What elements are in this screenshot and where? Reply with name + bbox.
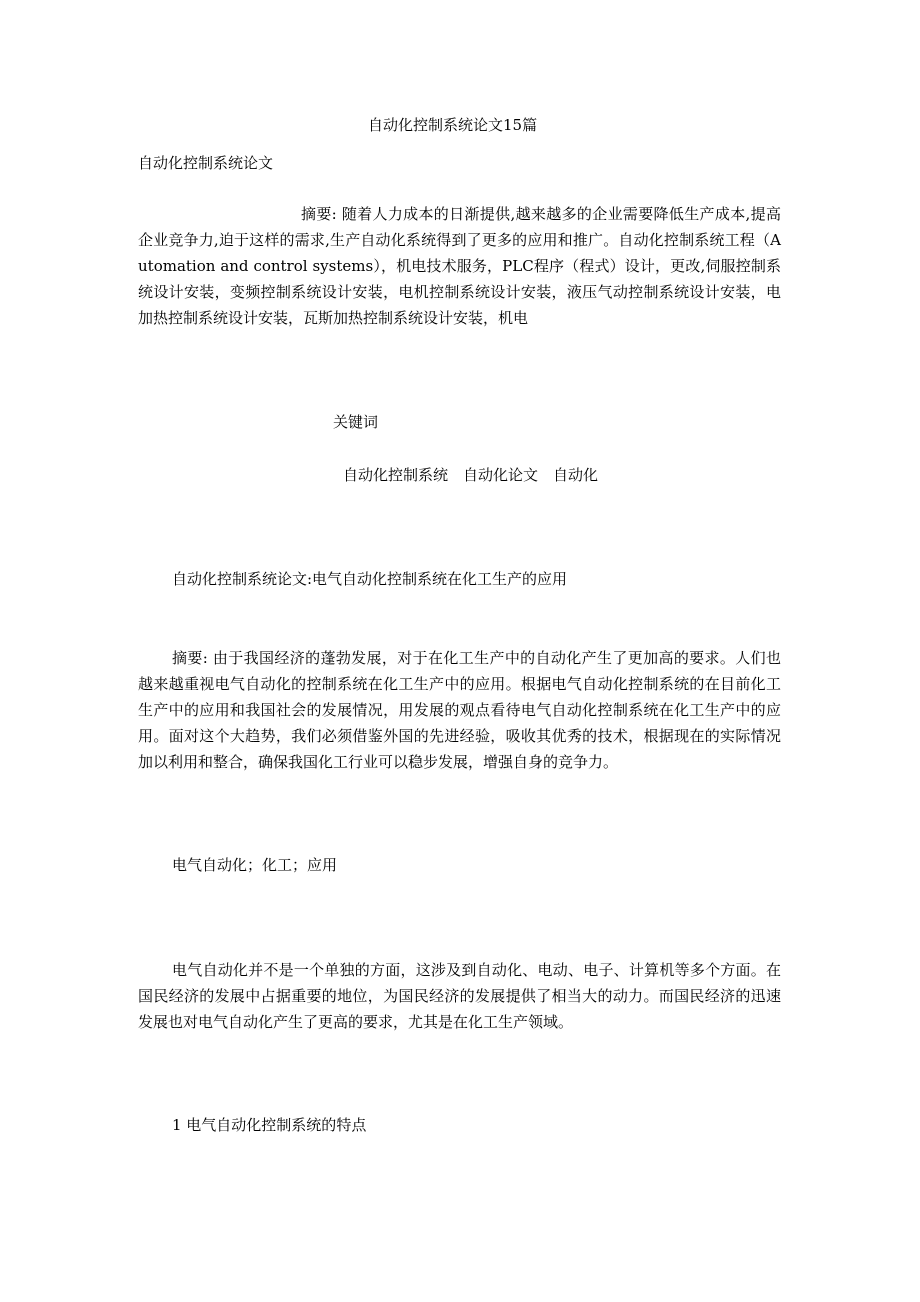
keywords-label: 关键词 (333, 413, 379, 431)
section-heading: 自动化控制系统论文 (138, 154, 274, 172)
keywords-2: 电气自动化；化工；应用 (172, 856, 338, 874)
keywords-line: 自动化控制系统 自动化论文 自动化 (343, 466, 599, 484)
abstract-paragraph-2: 摘要: 由于我国经济的蓬勃发展，对于在化工生产中的自动化产生了更加高的要求。人们也越来越重视电气自动化的控制系统在化工生产中的应用。根据电气自动化控制系统的在目前化工生产中的应用和我国社会的发展情况，用发展的观点看待电气自动化控制系统在化工生产中的应用。面对这个大趋势，我们必须借鉴外国的先进经验，吸收其优秀的技术，根据现在的实际情况加以利用和整合，确保我国化工行业可以稳步发展，增强自身的竞争力。 (138, 649, 781, 771)
section-1-heading: 1 电气自动化控制系统的特点 (172, 1116, 367, 1134)
abstract-paragraph-1: 摘要: 随着人力成本的日渐提供,越来越多的企业需要降低生产成本,提高企业竞争力,迫于这样的需求,生产自动化系统得到了更多的应用和推广。自动化控制系统工程（Automation and control systems），机电技术服务，PLC程序（程式）设计，更改,伺服控制系统设计安装，变频控制系统设计安装，电机控制系统设计安装，液压气动控制系统设计安装，电加热控制系统设计安装，瓦斯加热控制系统设计安装，机电 (138, 205, 781, 327)
document-title: 自动化控制系统论文15篇 (368, 116, 538, 134)
paper-title: 自动化控制系统论文:电气自动化控制系统在化工生产的应用 (172, 570, 568, 588)
intro-paragraph: 电气自动化并不是一个单独的方面，这涉及到自动化、电动、电子、计算机等多个方面。在国民经济的发展中占据重要的地位，为国民经济的发展提供了相当大的动力。而国民经济的迅速发展也对电气自动化产生了更高的要求，尤其是在化工生产领域。 (138, 961, 781, 1031)
